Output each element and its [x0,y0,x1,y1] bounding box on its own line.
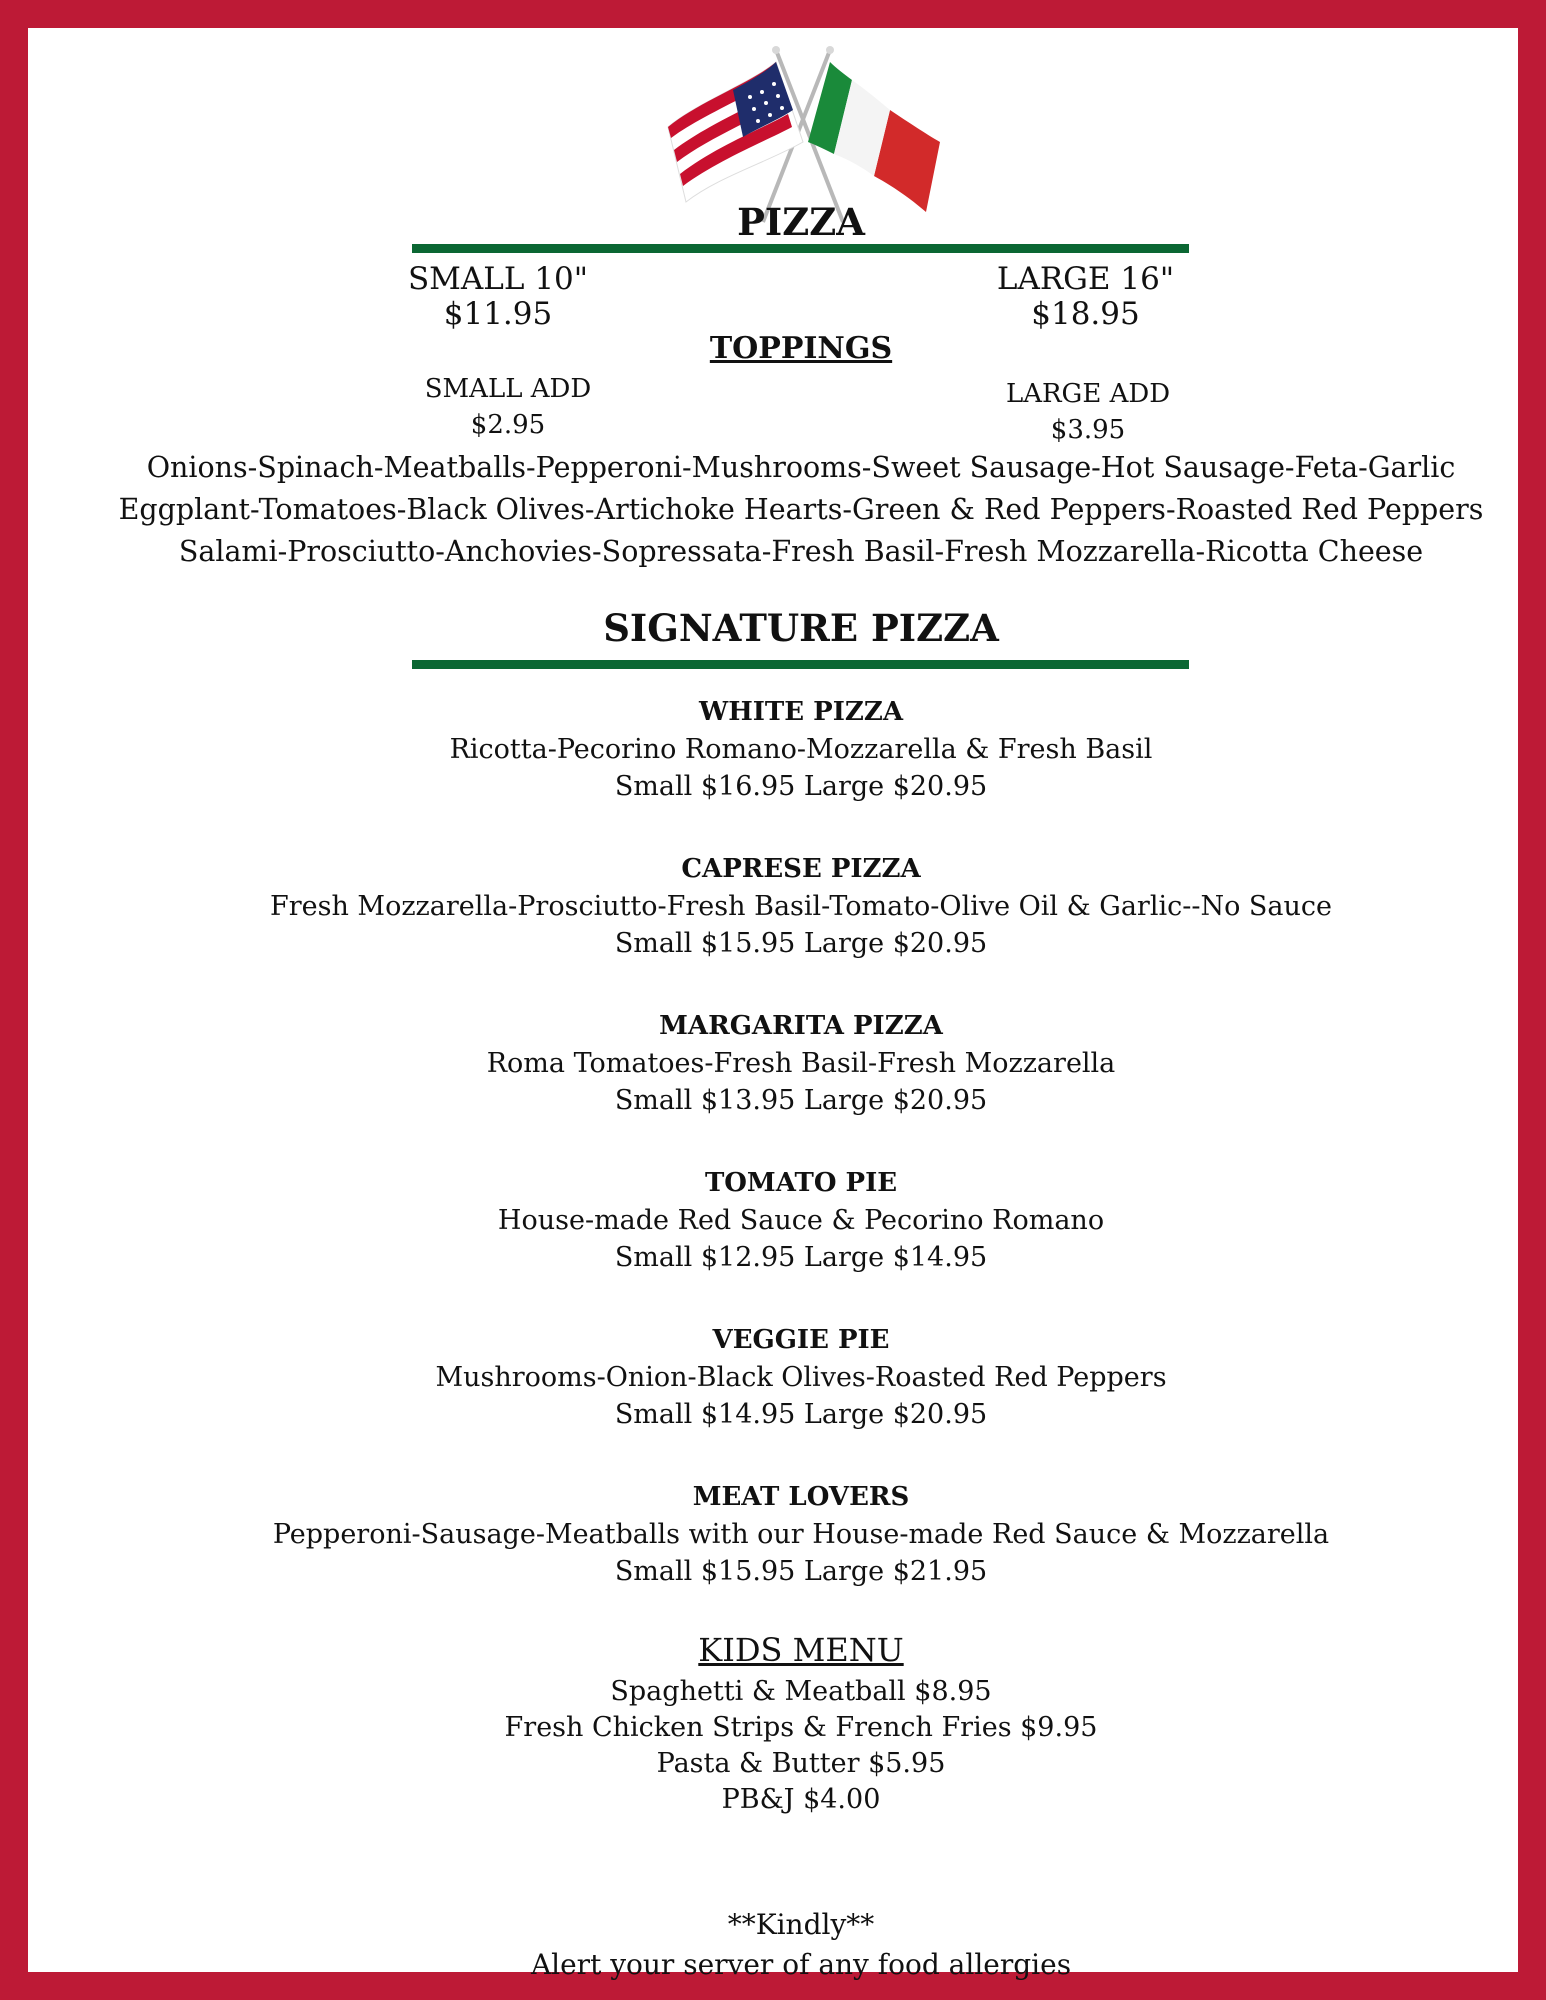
pizza-name: TOMATO PIE [704,1168,898,1198]
toppings-line: Salami-Prosciutto-Anchovies-Sopressata-Fresh Basil-Fresh Mozzarella-Ricotta Cheese [178,535,1424,568]
pizza-price: Small $15.95 Large $20.95 [614,928,988,959]
pizza-item-caprese [28,851,1546,962]
pizza-description: House-made Red Sauce & Pecorino Romano [497,1205,1105,1236]
small-size-label: SMALL 10" [407,261,589,297]
pizza-price: Small $12.95 Large $14.95 [614,1242,988,1273]
pizza-description: Pepperoni-Sausage-Meatballs with our House-made Red Sauce & Mozzarella [272,1519,1330,1550]
pizza-name: WHITE PIZZA [699,697,903,727]
toppings-list [88,447,1514,573]
pizza-item-margarita [28,1008,1546,1119]
pizza-description: Ricotta-Pecorino Romano-Mozzarella & Fresh Basil [449,734,1153,765]
pizza-price: Small $15.95 Large $21.95 [614,1556,988,1587]
kids-menu-title: KIDS MENU [698,1631,904,1669]
small-add-block [408,371,608,443]
pizza-description: Fresh Mozzarella-Prosciutto-Fresh Basil-Tomato-Olive Oil & Garlic--No Sauce [269,891,1333,922]
pizza-description: Roma Tomatoes-Fresh Basil-Fresh Mozzarella [486,1048,1116,1079]
pizza-description: Mushrooms-Onion-Black Olives-Roasted Red Peppers [435,1362,1167,1393]
pizza-section-title: PIZZA [737,200,865,244]
small-add-label: SMALL ADD [424,374,592,404]
kids-menu-item: Spaghetti & Meatball $8.95 [610,1676,992,1707]
green-divider-signature [412,660,1189,669]
pizza-item-tomato-pie [28,1165,1546,1276]
signature-pizza-title: SIGNATURE PIZZA [603,606,999,650]
pizza-item-white [28,694,1546,805]
pizza-item-veggie-pie [28,1322,1546,1433]
pizza-price: Small $16.95 Large $20.95 [614,771,988,802]
large-size-label: LARGE 16" [996,261,1175,297]
allergy-note-kindly: **Kindly** [727,1908,875,1941]
pizza-price: Small $14.95 Large $20.95 [614,1399,988,1430]
kids-menu-item: Pasta & Butter $5.95 [656,1748,946,1779]
small-size-price: $11.95 [443,296,553,332]
allergy-note-text: Alert your server of any food allergies [530,1948,1072,1981]
pizza-name: MEAT LOVERS [692,1482,910,1512]
pizza-price: Small $13.95 Large $20.95 [614,1085,988,1116]
kids-menu-list [28,1674,1546,1818]
small-size-block [403,262,593,332]
large-size-block [983,262,1188,332]
allergy-note [28,1905,1546,1985]
large-add-block [983,376,1193,448]
toppings-line: Onions-Spinach-Meatballs-Pepperoni-Mushrooms-Sweet Sausage-Hot Sausage-Feta-Garlic [146,451,1456,484]
green-divider-pizza [412,244,1189,253]
kids-menu-item: Fresh Chicken Strips & French Fries $9.95 [504,1712,1098,1743]
kids-menu-item: PB&J $4.00 [721,1784,881,1815]
large-add-price: $3.95 [1050,415,1126,445]
pizza-name: MARGARITA PIZZA [659,1011,943,1041]
large-size-price: $18.95 [1031,296,1140,332]
signature-pizza-list [28,694,1546,1636]
pizza-item-meat-lovers [28,1479,1546,1590]
toppings-heading: TOPPINGS [709,331,893,366]
pizza-name: CAPRESE PIZZA [681,854,921,884]
large-add-label: LARGE ADD [1005,379,1171,409]
toppings-line: Eggplant-Tomatoes-Black Olives-Artichoke Hearts-Green & Red Peppers-Roasted Red Peppers [118,493,1484,526]
small-add-price: $2.95 [470,410,546,440]
pizza-name: VEGGIE PIE [712,1325,890,1355]
